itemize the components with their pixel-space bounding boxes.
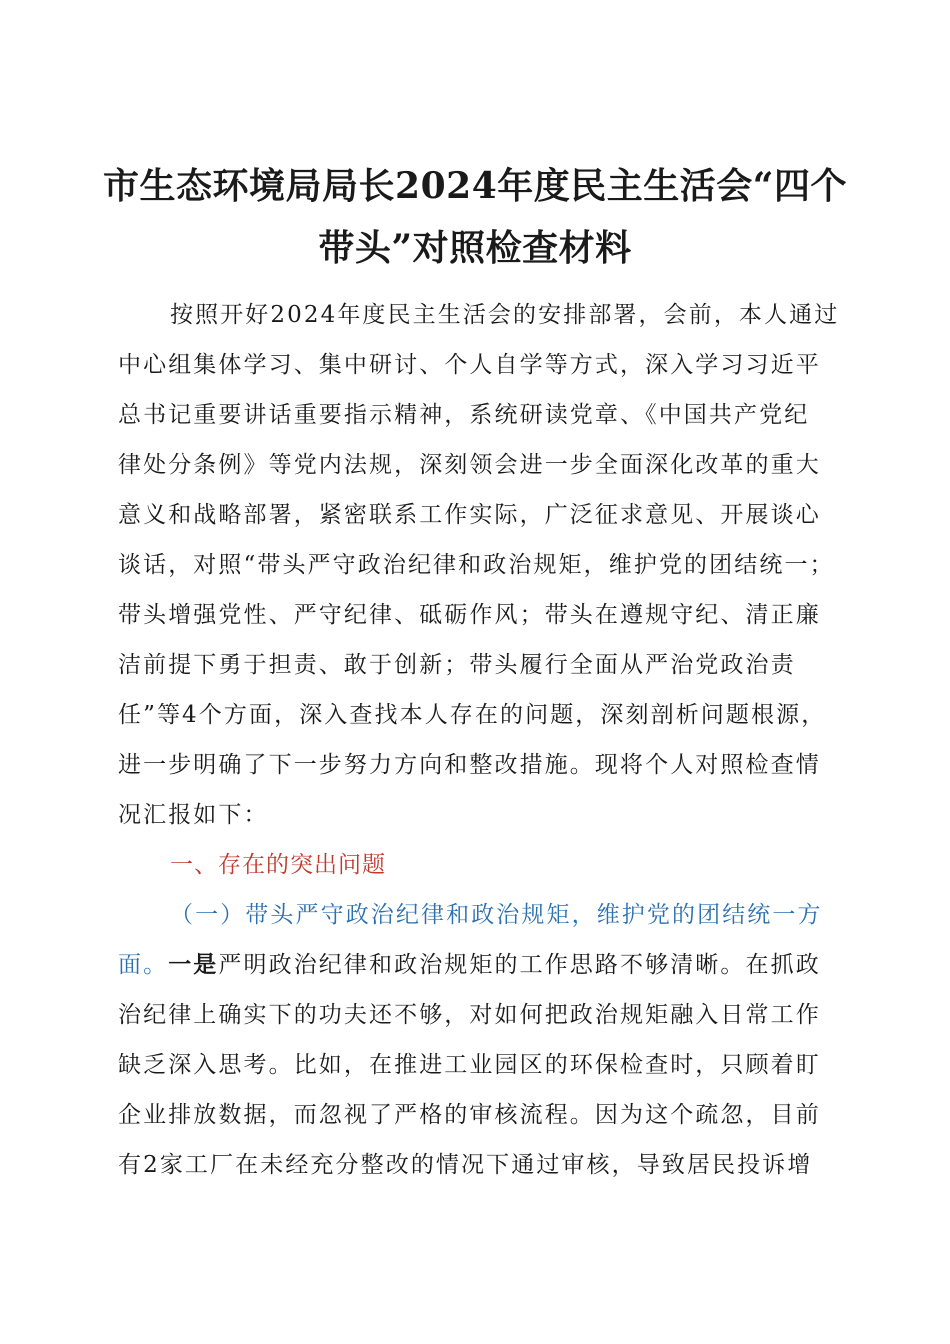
sub-heading-end: 面。 [118, 952, 169, 978]
section-heading: 一、存在的突出问题 [170, 852, 386, 878]
document-title [100, 155, 850, 279]
sub-heading: （一）带头严守政治纪律和政治规矩，维护党的团结统一方 [170, 902, 823, 928]
intro-line: 谈话，对照“带头严守政治纪律和政治规矩，维护党的团结统一； [118, 552, 835, 578]
intro-line: 总书记重要讲话重要指示精神，系统研读党章、《中国共产党纪 [118, 402, 810, 428]
intro-line: 中心组集体学习、集中研讨、个人自学等方式，深入学习习近平 [118, 352, 821, 378]
intro-line: 洁前提下勇于担责、敢于创新；带头履行全面从严治党政治责 [118, 652, 796, 678]
intro-line: 意义和战略部署，紧密联系工作实际，广泛征求意见、开展谈心 [118, 502, 821, 528]
point-line: 治纪律上确实下的功夫还不够，对如何把政治规矩融入日常工作 [118, 1002, 821, 1028]
point-line: 缺乏深入思考。比如，在推进工业园区的环保检查时，只顾着盯 [118, 1052, 821, 1078]
intro-line: 按照开好2024年度民主生活会的安排部署，会前，本人通过 [170, 302, 840, 328]
intro-line: 进一步明确了下一步努力方向和整改措施。现将个人对照检查情 [118, 752, 821, 778]
point-line-first [118, 940, 828, 990]
title-line-1: 市生态环境局局长2024年度民主生活会“四个 [103, 165, 847, 207]
point-line: 有2家工厂在未经充分整改的情况下通过审核，导致居民投诉增 [118, 1152, 813, 1178]
intro-line: 律处分条例》等党内法规，深刻领会进一步全面深化改革的重大 [118, 452, 821, 478]
point-line: 企业排放数据，而忽视了严格的审核流程。因为这个疏忽，目前 [118, 1102, 821, 1128]
document-body [118, 290, 840, 1190]
intro-line: 任”等4个方面，深入查找本人存在的问题，深刻剖析问题根源， [118, 702, 827, 728]
point-text: 严明政治纪律和政治规矩的工作思路不够清晰。在抓政 [218, 952, 821, 978]
title-line-2: 带头”对照检查材料 [318, 227, 632, 269]
intro-line: 带头增强党性、严守纪律、砥砺作风；带头在遵规守纪、清正廉 [118, 602, 821, 628]
point-label: 一是 [168, 951, 219, 978]
intro-line: 况汇报如下： [118, 802, 269, 828]
